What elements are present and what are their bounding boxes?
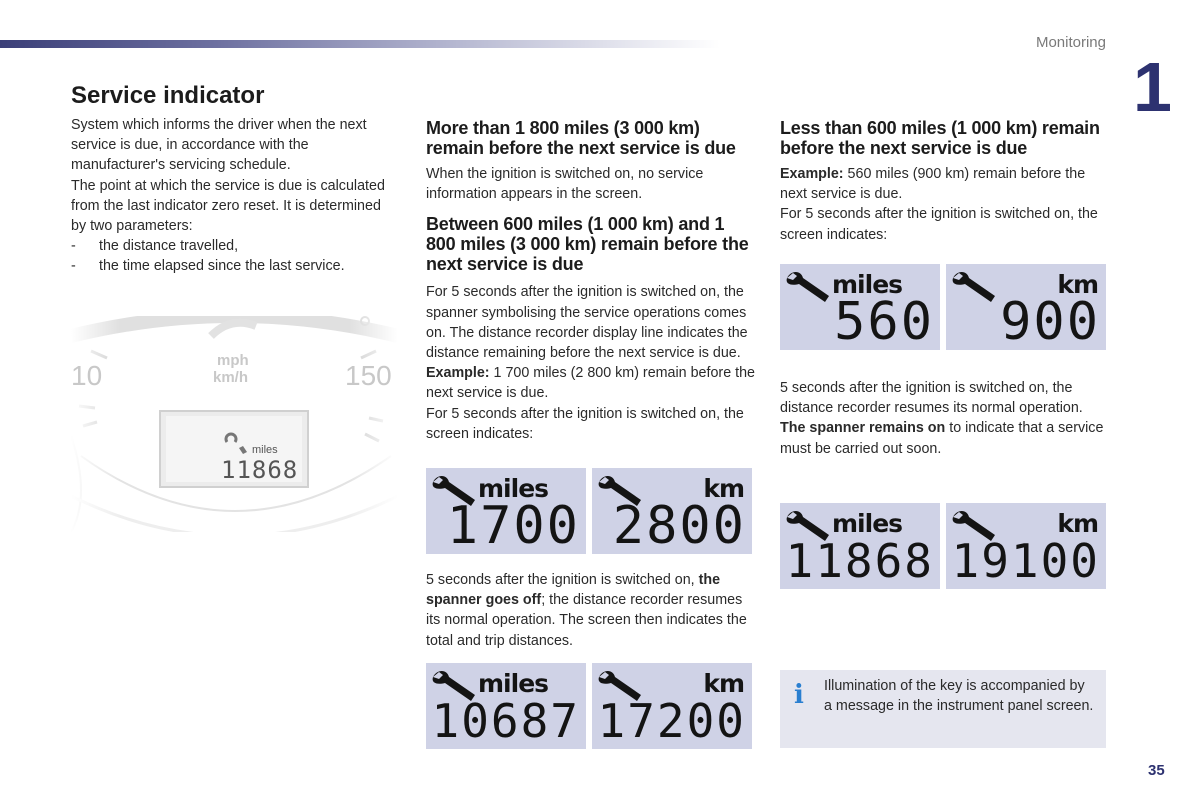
display-km [946, 264, 1106, 350]
intro-paragraph-1: System which informs the driver when the next service is due, in accordance with the manufacturer's servicing schedule. [71, 117, 367, 174]
unit-miles: miles [478, 474, 549, 503]
display-value-miles: 560 [834, 292, 934, 350]
example-paragraph [426, 363, 756, 403]
display-value-km: 19100 [951, 534, 1100, 588]
display-value-km: 900 [1000, 292, 1100, 350]
intro-column [71, 115, 391, 277]
unit-miles: miles [478, 669, 549, 698]
dashboard-reading: 11868 [221, 456, 299, 484]
heading-less-than-600: Less than 600 miles (1 000 km) remain before the next service is due [780, 118, 1100, 158]
unit-miles: miles [832, 270, 903, 299]
header-bar [0, 40, 720, 48]
unit-miles: miles [832, 509, 903, 538]
display-value-miles: 1700 [446, 496, 580, 554]
example-text: 1 700 miles (2 800 km) remain before the next service is due. [426, 365, 755, 402]
display-miles [780, 264, 940, 350]
instrument-panel-illustration [71, 316, 398, 532]
mph-label: mph [217, 352, 249, 369]
list-item-text: the distance travelled, [99, 238, 239, 255]
display-km [946, 503, 1106, 589]
display-value-miles: 11868 [785, 534, 934, 588]
spanner-off-text-c: ; the distance recorder resumes its normal operation. The screen then indicates the total and trip distances. [426, 592, 747, 649]
example-text: 560 miles (900 km) remain before the next service is due. [780, 166, 1086, 203]
info-note [780, 670, 1106, 748]
speed-mark-left: 10 [71, 360, 103, 391]
display-pair-11868 [780, 503, 1106, 589]
paragraph-spanner-off-block [426, 570, 756, 651]
dashboard-unit: miles [252, 444, 278, 456]
display-miles [780, 503, 940, 589]
paragraph-screen-indicates: For 5 seconds after the ignition is switched on, the screen indicates: [426, 405, 744, 442]
kmh-label: km/h [213, 369, 249, 386]
info-text: Illumination of the key is accompanied by a message in the instrument panel screen. [824, 678, 1094, 715]
display-pair-1700 [426, 468, 752, 554]
unit-km: km [1057, 509, 1098, 538]
paragraph-screen-indicates: For 5 seconds after the ignition is switched on, the screen indicates: [780, 206, 1098, 243]
chapter-number: 1 [1133, 48, 1170, 126]
display-value-miles: 10687 [431, 694, 580, 748]
speed-mark-right: 150 [345, 360, 392, 391]
spanner-off-bold: the spanner goes off [426, 572, 721, 609]
display-value-km: 2800 [612, 496, 746, 554]
paragraph-spanner-remains-block [780, 378, 1106, 459]
list-dash: - [71, 238, 76, 255]
example-label: Example: [780, 166, 844, 182]
display-pair-10687 [426, 663, 752, 749]
list-item [71, 236, 391, 256]
instrument-panel-drawing [71, 316, 398, 532]
column-right [780, 118, 1110, 245]
heading-more-than-1800: More than 1 800 miles (3 000 km) remain before the next service is due [426, 118, 736, 158]
intro-paragraph-2: The point at which the service is due is calculated from the last indicator zero reset. It is determined by two parameters: [71, 177, 385, 235]
column-mid [426, 118, 756, 444]
section-label: Monitoring [1035, 34, 1106, 51]
paragraph-spanner-remains [780, 378, 1106, 459]
list-dash: - [71, 258, 76, 275]
paragraph-spanner-off [426, 570, 756, 651]
unit-km: km [703, 474, 744, 503]
spanner-remains-text-c: to indicate that a service must be carried out soon. [780, 420, 1104, 457]
example-label: Example: [426, 365, 490, 382]
display-value-km: 17200 [597, 694, 746, 748]
paragraph-no-info: When the ignition is switched on, no service information appears in the screen. [426, 166, 704, 203]
display-miles [426, 663, 586, 749]
heading-between: Between 600 miles (1 000 km) and 1 800 miles (3 000 km) remain before the next service is due [426, 214, 749, 275]
unit-km: km [703, 669, 744, 698]
page-title: Service indicator [71, 82, 265, 109]
paragraph-spanner-on: For 5 seconds after the ignition is switched on, the spanner symbolising the service operations comes on. The distance recorder display line indicates the distance remaining before the next service is due. [426, 284, 748, 362]
example-paragraph [780, 164, 1110, 204]
page-number: 35 [1148, 762, 1165, 779]
display-pair-560 [780, 264, 1106, 350]
spanner-remains-text-a: 5 seconds after the ignition is switched on, the distance recorder resumes its normal operation. [780, 380, 1083, 417]
display-km [592, 663, 752, 749]
list-item [71, 256, 391, 276]
spanner-off-text-a: 5 seconds after the ignition is switched on, [426, 572, 699, 588]
unit-km: km [1057, 270, 1098, 299]
display-km [592, 468, 752, 554]
info-icon: i [794, 680, 804, 710]
spanner-remains-bold: The spanner remains on [780, 420, 946, 437]
list-item-text: the time elapsed since the last service. [99, 258, 345, 275]
display-miles [426, 468, 586, 554]
